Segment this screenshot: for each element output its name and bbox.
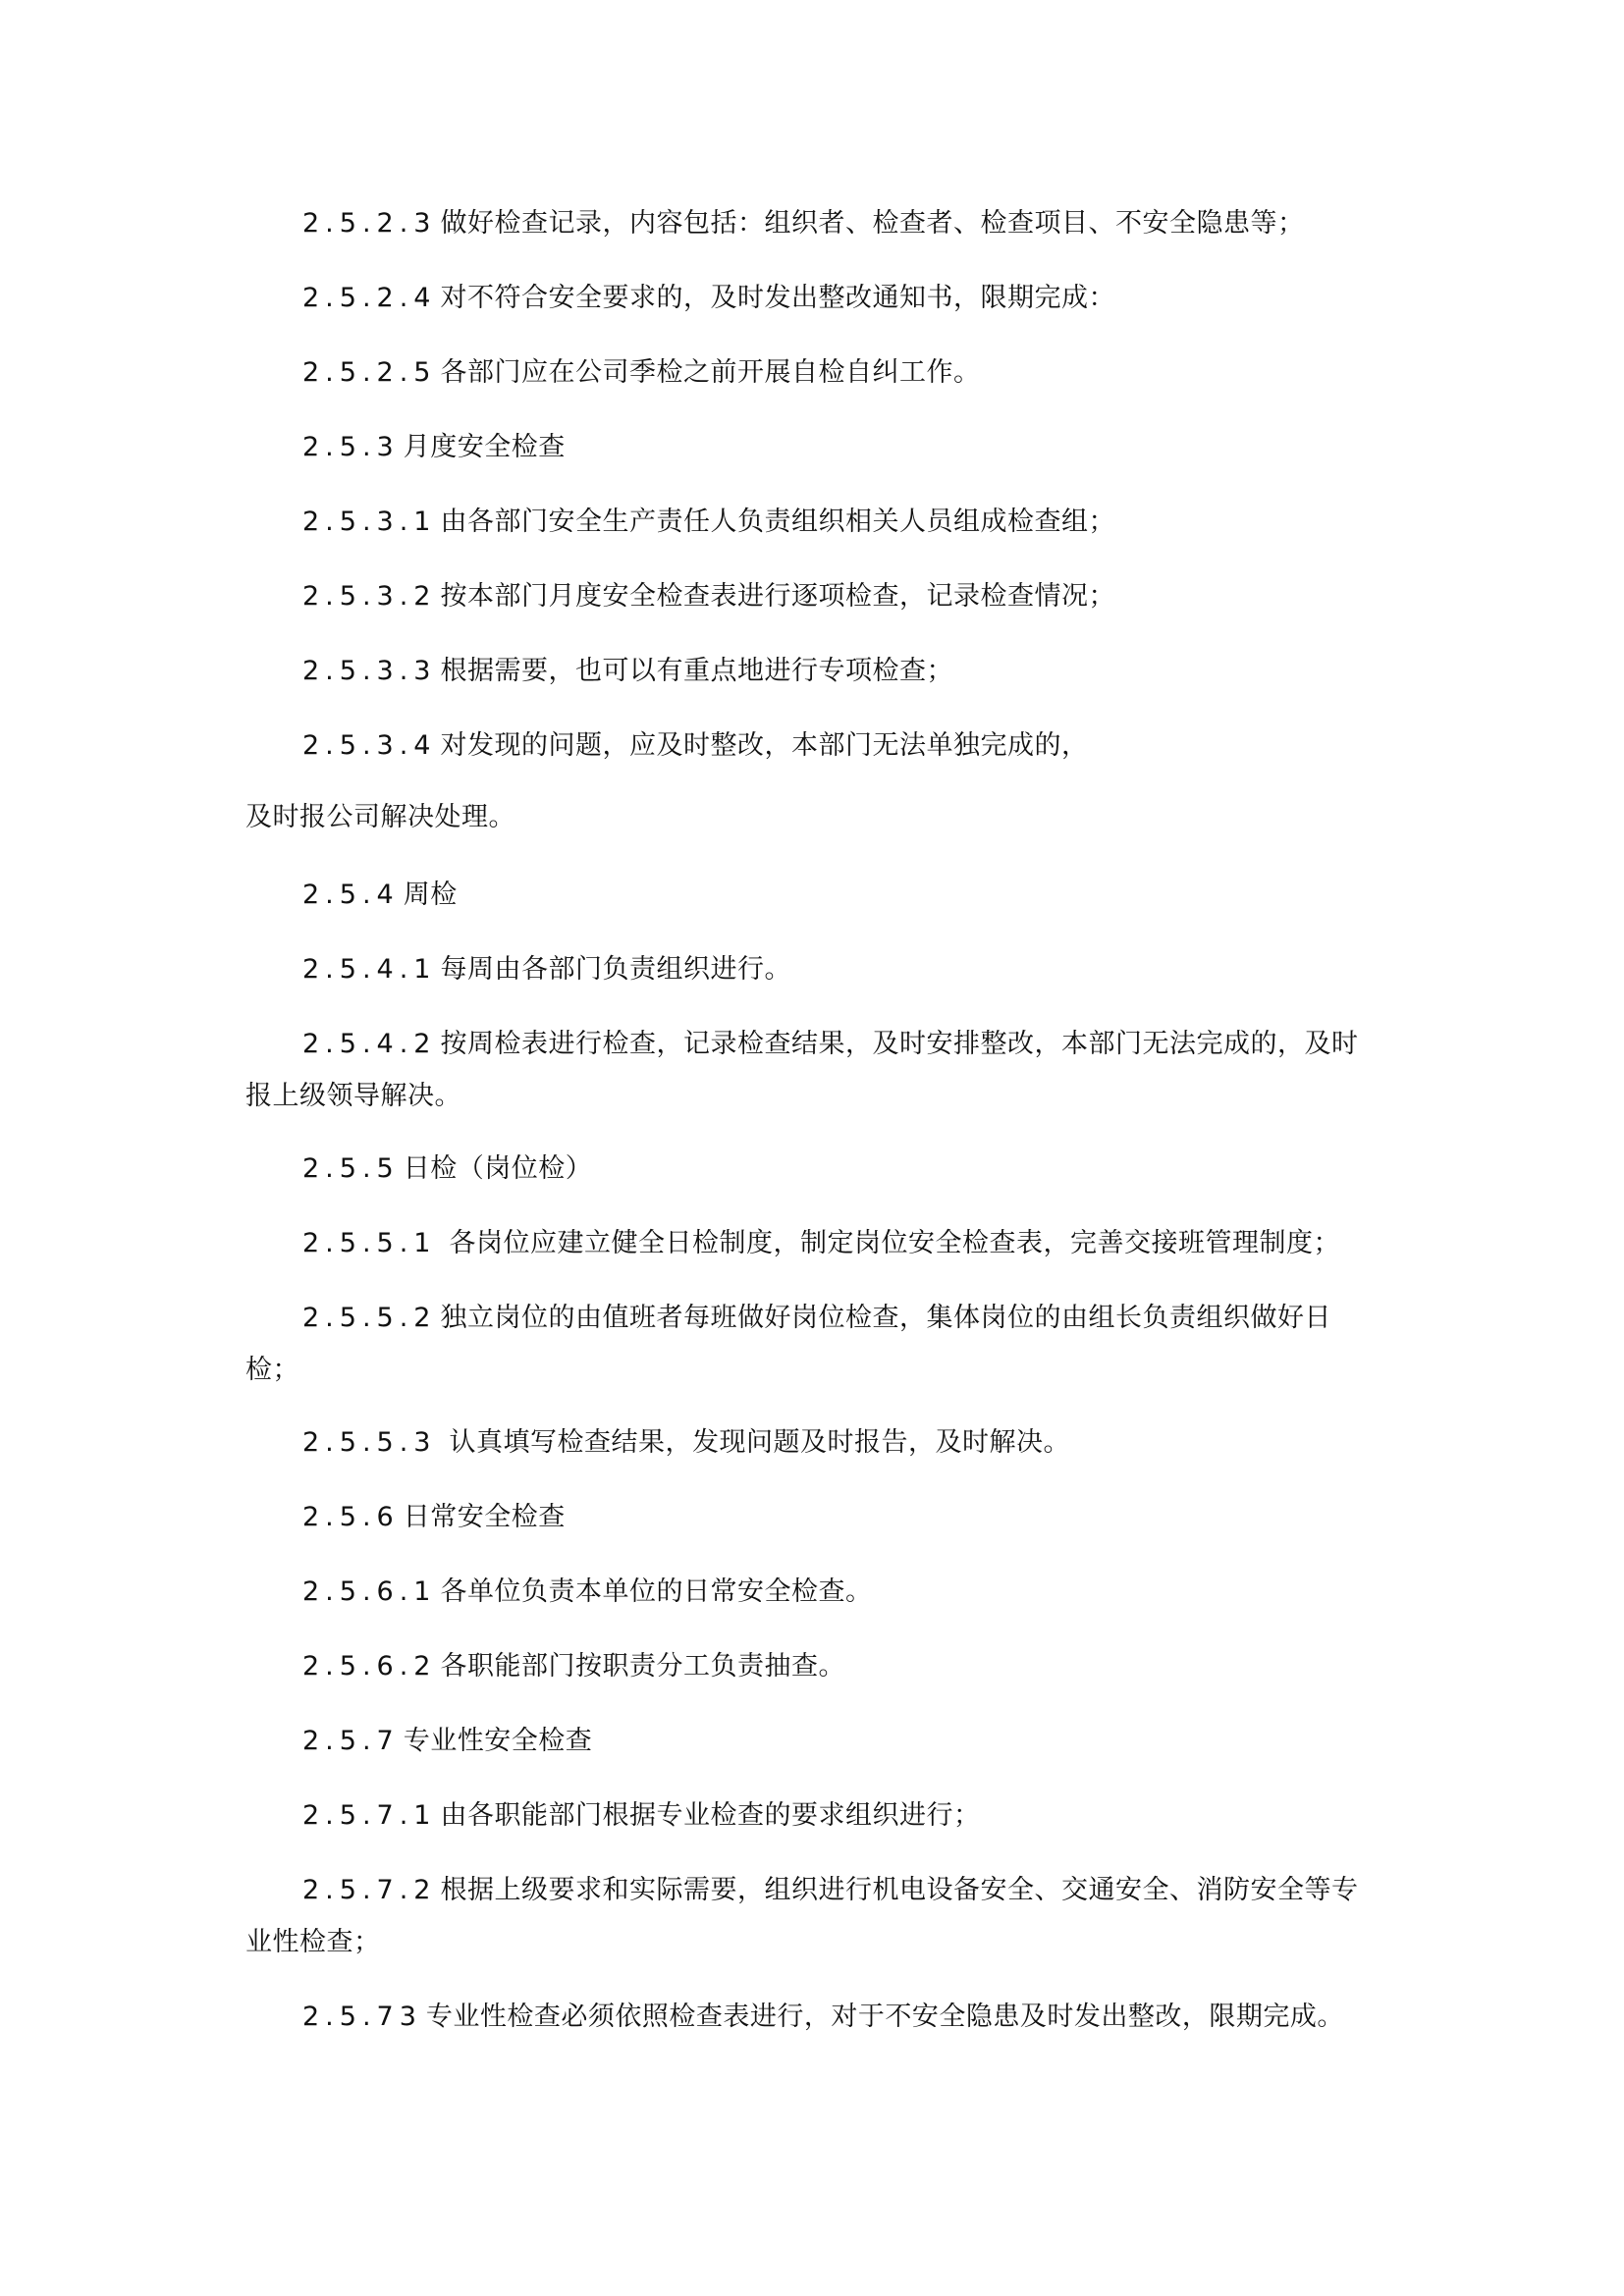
paragraph-2-5-3-2 — [302, 581, 1115, 613]
paragraph-2-5-7-3 — [302, 2002, 1344, 2033]
section-title: 月度安全检查 — [403, 432, 566, 462]
paragraph-2-5-3-1 — [302, 507, 1115, 538]
clause-text: 按周检表进行检查，记录检查结果，及时安排整改，本部门无法完成的，及时 — [440, 1029, 1359, 1059]
clause-text: 独立岗位的由值班者每班做好岗位检查，集体岗位的由组长负责组织做好日 — [440, 1303, 1331, 1333]
section-title: 周检 — [403, 880, 458, 910]
paragraph-2-5-6-1 — [302, 1576, 872, 1608]
clause-number: 2.5.4.1 — [302, 954, 437, 985]
clause-text: 对不符合安全要求的，及时发出整改通知书，限期完成： — [440, 283, 1115, 313]
clause-number: 2.5.3.3 — [302, 656, 437, 686]
clause-number: 2.5.7.1 — [302, 1800, 437, 1831]
clause-text: 报上级领导解决。 — [245, 1081, 461, 1111]
paragraph-2-5-3-3 — [302, 656, 953, 687]
section-title: 日常安全检查 — [403, 1502, 566, 1532]
clause-number: 2.5.7.2 — [302, 1875, 437, 1905]
section-number: 2.5.4 — [302, 880, 400, 910]
clause-number: 2.5.3.1 — [302, 507, 437, 537]
paragraph-2-5-5-2 — [302, 1303, 1331, 1334]
section-number: 2.5.7 — [302, 1726, 400, 1756]
clause-text: 检； — [245, 1355, 299, 1385]
clause-number: 2.5.4.2 — [302, 1029, 437, 1059]
clause-number: 2.5.5.3 — [302, 1427, 437, 1458]
clause-text: 由各职能部门根据专业检查的要求组织进行； — [440, 1800, 981, 1831]
clause-number: 2.5.5.2 — [302, 1303, 437, 1333]
clause-text: 业性检查； — [245, 1927, 381, 1957]
clause-text: 及时报公司解决处理。 — [245, 802, 515, 832]
clause-number: 2.5.3.2 — [302, 581, 437, 612]
section-heading-2-5-5 — [302, 1153, 592, 1185]
clause-number: 2.5.2.4 — [302, 283, 437, 313]
clause-text: 按本部门月度安全检查表进行逐项检查，记录检查情况； — [440, 581, 1115, 612]
section-title: 专业性安全检查 — [403, 1726, 593, 1756]
paragraph-2-5-3-4 — [302, 730, 1088, 762]
paragraph-2-5-2-3 — [302, 208, 1304, 240]
section-number: 2.5.3 — [302, 432, 400, 462]
paragraph-2-5-7-2 — [302, 1875, 1358, 1906]
clause-text: 各单位负责本单位的日常安全检查。 — [440, 1576, 873, 1607]
clause-number: 2.5.6.1 — [302, 1576, 437, 1607]
clause-text: 根据上级要求和实际需要，组织进行机电设备安全、交通安全、消防安全等专 — [440, 1875, 1359, 1905]
paragraph-2-5-4-2-continuation — [245, 1081, 461, 1112]
clause-text: 各岗位应建立健全日检制度，制定岗位安全检查表，完善交接班管理制度； — [440, 1228, 1341, 1258]
paragraph-2-5-2-5 — [302, 357, 980, 389]
section-title: 日检（岗位检） — [403, 1153, 593, 1184]
section-heading-2-5-7 — [302, 1726, 592, 1757]
paragraph-2-5-4-1 — [302, 954, 791, 986]
clause-text: 认真填写检查结果，发现问题及时报告，及时解决。 — [440, 1427, 1071, 1458]
clause-number: 2.5.3.4 — [302, 730, 437, 761]
section-heading-2-5-6 — [302, 1502, 566, 1533]
section-number: 2.5.6 — [302, 1502, 400, 1532]
clause-text: 专业性检查必须依照检查表进行，对于不安全隐患及时发出整改，限期完成。 — [425, 2002, 1344, 2032]
clause-number: 2.5.6.2 — [302, 1651, 437, 1682]
clause-text: 根据需要，也可以有重点地进行专项检查； — [440, 656, 953, 686]
clause-text: 对发现的问题，应及时整改，本部门无法单独完成的， — [440, 730, 1089, 761]
paragraph-2-5-5-1 — [302, 1228, 1340, 1259]
clause-number: 2.5.73 — [302, 2002, 422, 2032]
clause-number: 2.5.2.5 — [302, 357, 437, 388]
clause-text: 各部门应在公司季检之前开展自检自纠工作。 — [440, 357, 981, 388]
paragraph-2-5-5-2-continuation — [245, 1355, 299, 1386]
section-heading-2-5-4 — [302, 880, 458, 911]
section-number: 2.5.5 — [302, 1153, 400, 1184]
clause-text: 每周由各部门负责组织进行。 — [440, 954, 791, 985]
clause-text: 做好检查记录，内容包括：组织者、检查者、检查项目、不安全隐患等； — [440, 208, 1305, 239]
paragraph-2-5-6-2 — [302, 1651, 845, 1682]
clause-text: 由各部门安全生产责任人负责组织相关人员组成检查组； — [440, 507, 1115, 537]
paragraph-2-5-7-2-continuation — [245, 1927, 381, 1958]
section-heading-2-5-3 — [302, 432, 566, 463]
paragraph-2-5-5-3 — [302, 1427, 1070, 1459]
paragraph-2-5-7-1 — [302, 1800, 980, 1832]
paragraph-2-5-3-4-continuation — [245, 802, 515, 833]
clause-number: 2.5.5.1 — [302, 1228, 437, 1258]
clause-number: 2.5.2.3 — [302, 208, 437, 239]
paragraph-2-5-4-2 — [302, 1029, 1358, 1060]
paragraph-2-5-2-4 — [302, 283, 1115, 314]
clause-text: 各职能部门按职责分工负责抽查。 — [440, 1651, 845, 1682]
